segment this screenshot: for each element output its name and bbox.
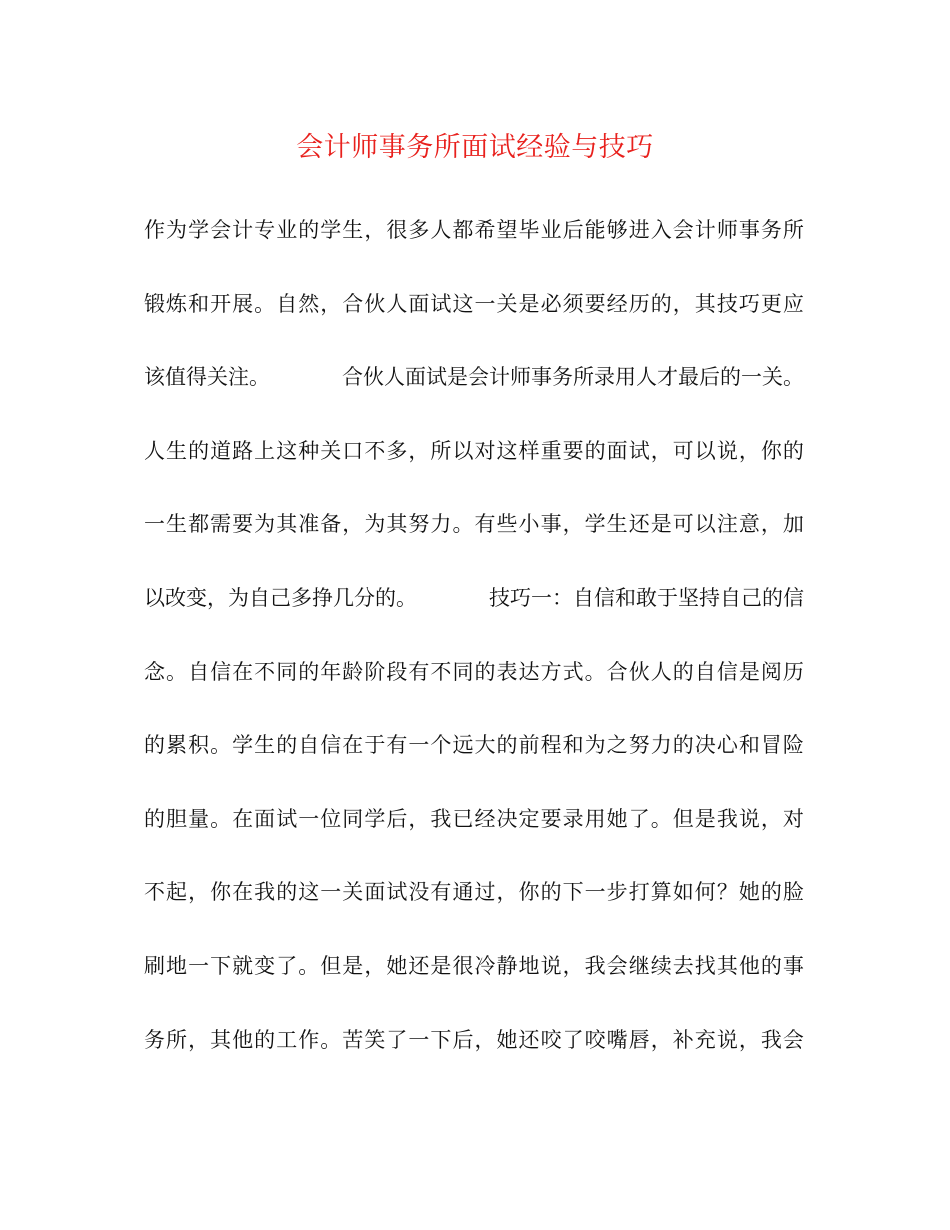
paragraph-line: 以 改 变 ， 为 自 己 多 挣 几 分 的 。 技 巧 一 ： 自 信 和 敢 于 坚 持 自 己 的 信	[144, 585, 804, 610]
document-title: 会计师事务所面试经验与技巧	[296, 132, 654, 163]
paragraph-line: 念 。 自 信 在 不 同 的 年 龄 阶 段 有 不 同 的 表 达 方 式 。 合 伙 人 的 自 信 是 阅 历	[144, 659, 804, 684]
paragraph-line: 不 起 ， 你 在 我 的 这 一 关 面 试 没 有 通 过 ， 你 的 下 一 步 打 算 如 何 ？ 她 的 脸	[144, 880, 804, 905]
paragraph-line: 锻 炼 和 开 展 。 自 然 ， 合 伙 人 面 试 这 一 关 是 必 须 要 经 历 的 ， 其 技 巧 更 应	[144, 291, 804, 316]
paragraph-line: 人 生 的 道 路 上 这 种 关 口 不 多 ， 所 以 对 这 样 重 要 的 面 试 ， 可 以 说 ， 你 的	[144, 438, 804, 463]
paragraph-line: 一 生 都 需 要 为 其 准 备 ， 为 其 努 力 。 有 些 小 事 ， 学 生 还 是 可 以 注 意 ， 加	[144, 512, 804, 537]
paragraph-line: 作 为 学 会 计 专 业 的 学 生 ， 很 多 人 都 希 望 毕 业 后 能 够 进 入 会 计 师 事 务 所	[144, 218, 804, 242]
paragraph-line: 该 值 得 关 注 。 合 伙 人 面 试 是 会 计 师 事 务 所 录 用 人 才 最 后 的 一 关 。	[144, 365, 804, 390]
paragraph-line: 刷 地 一 下 就 变 了 。 但 是 ， 她 还 是 很 冷 静 地 说 ， 我 会 继 续 去 找 其 他 的 事	[144, 953, 804, 978]
paragraph-line: 务 所 ， 其 他 的 工 作 。 苦 笑 了 一 下 后 ， 她 还 咬 了 咬 嘴 唇 ， 补 充 说 ， 我 会	[144, 1027, 804, 1052]
paragraph-line: 的 胆 量 。 在 面 试 一 位 同 学 后 ， 我 已 经 决 定 要 录 用 她 了 。 但 是 我 说 ， 对	[144, 806, 804, 831]
document-body	[144, 208, 804, 1091]
paragraph-line: 的 累 积 。 学 生 的 自 信 在 于 有 一 个 远 大 的 前 程 和 为 之 努 力 的 决 心 和 冒 险	[144, 733, 804, 758]
